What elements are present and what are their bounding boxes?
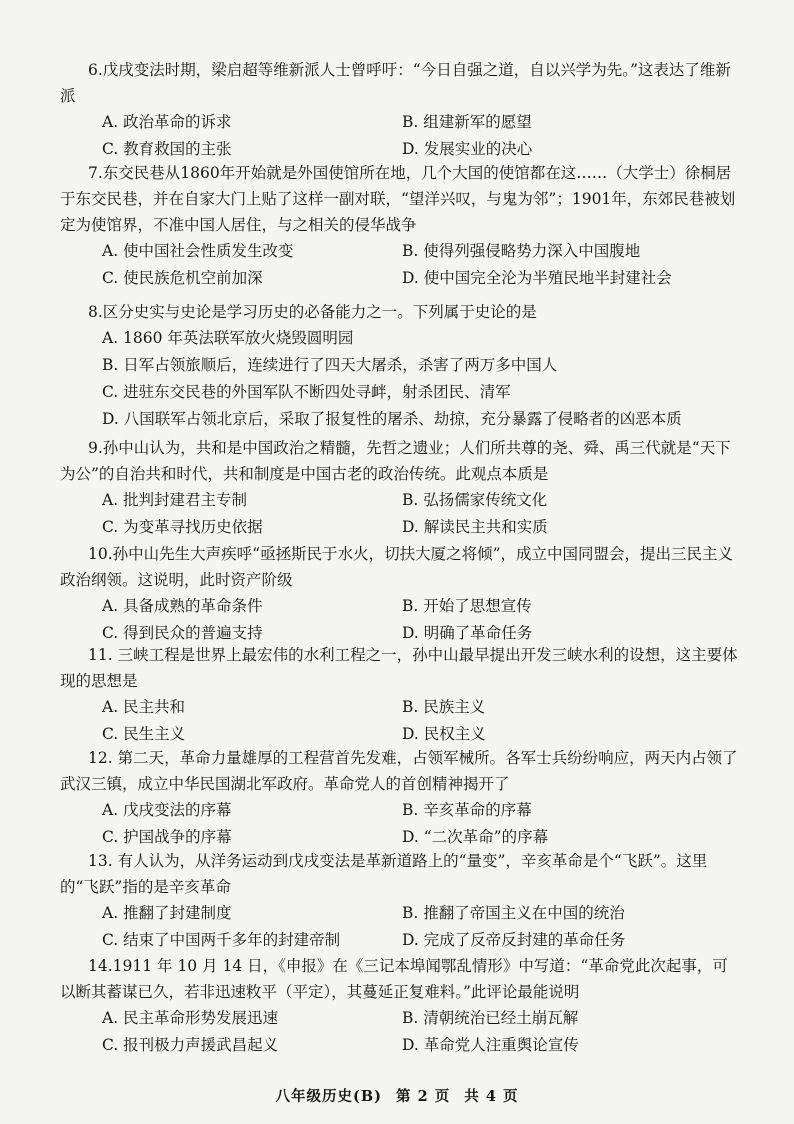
options-grid: [60, 238, 740, 292]
option-d: D. 使中国完全沦为半殖民地半封建社会: [402, 269, 672, 287]
option-c: C. 使民族危机空前加深: [102, 269, 263, 287]
option-d: D. “二次革命”的序幕: [402, 828, 549, 846]
option-b: B. 使得列强侵略势力深入中国腹地: [402, 242, 641, 260]
question-stem: 11. 三峡工程是世界上最宏伟的水利工程之一，孙中山最早提出开发三峡水利的设想，这主要体现的思想是: [60, 646, 738, 690]
option-a: A. 戊戌变法的序幕: [102, 801, 232, 819]
question-7: [60, 160, 740, 292]
question-stem: 6.戊戌变法时期，梁启超等维新派人士曾呼吁：“今日自强之道，自以兴学为先。”这表达了维新派: [60, 61, 731, 105]
option-a: A. 民主共和: [102, 698, 186, 716]
options-grid: [60, 900, 740, 954]
option-b: B. 推翻了帝国主义在中国的统治: [402, 904, 625, 922]
option-c: C. 为变革寻找历史依据: [102, 518, 263, 536]
question-9: [60, 435, 740, 541]
option-a: A. 1860 年英法联军放火烧毁圆明园: [102, 329, 354, 347]
question-10: [60, 541, 740, 647]
option-c: C. 报刊极力声援武昌起义: [102, 1036, 279, 1054]
option-a: A. 推翻了封建制度: [102, 904, 232, 922]
options-grid: [60, 487, 740, 541]
question-stem: 10.孙中山先生大声疾呼“亟拯斯民于水火，切扶大厦之将倾”，成立中国同盟会，提出三民主义政治纲领。这说明，此时资产阶级: [60, 545, 734, 589]
option-c: C. 护国战争的序幕: [102, 828, 232, 846]
option-b: B. 清朝统治已经土崩瓦解: [402, 1009, 579, 1027]
options-grid: [60, 694, 740, 748]
option-c: C. 进驻东交民巷的外国军队不断四处寻衅，射杀团民、清军: [102, 383, 511, 401]
footer-total-pages: 共 4 页: [464, 1088, 519, 1105]
options-grid: [60, 1005, 740, 1059]
option-c: C. 民生主义: [102, 725, 186, 743]
question-stem: 9.孙中山认为，共和是中国政治之精髓，先哲之遗业；人们所共尊的尧、舜、禹三代就是“天下为公”的自治共和时代，共和制度是中国古老的政治传统。此观点本质是: [60, 439, 731, 483]
option-b: B. 日军占领旅顺后，连续进行了四天大屠杀，杀害了两万多中国人: [102, 356, 558, 374]
option-b: B. 辛亥革命的序幕: [402, 801, 532, 819]
options-grid: [60, 109, 740, 163]
option-b: B. 民族主义: [402, 698, 486, 716]
option-b: B. 开始了思想宣传: [402, 597, 532, 615]
question-stem: 8.区分史实与史论是学习历史的必备能力之一。下列属于史论的是: [88, 303, 537, 321]
question-8: [60, 299, 740, 433]
question-6: [60, 57, 740, 163]
option-d: D. 八国联军占领北京后，采取了报复性的屠杀、劫掠，充分暴露了侵略者的凶恶本质: [102, 410, 682, 428]
question-stem: 13. 有人认为，从洋务运动到戊戌变法是革新道路上的“量变”，辛亥革命是个“飞跃”。这里的“飞跃”指的是辛亥革命: [60, 852, 708, 896]
question-11: [60, 642, 740, 748]
option-d: D. 革命党人注重舆论宣传: [402, 1036, 579, 1054]
options-list: [60, 325, 740, 433]
options-grid: [60, 593, 740, 647]
option-d: D. 解读民主共和实质: [402, 518, 548, 536]
option-c: C. 结束了中国两千多年的封建帝制: [102, 931, 341, 949]
option-b: B. 组建新军的愿望: [402, 113, 532, 131]
question-stem: 12. 第二天，革命力量雄厚的工程营首先发难，占领军械所。各军士兵纷纷响应，两天内占领了武汉三镇，成立中华民国湖北军政府。革命党人的首创精神揭开了: [60, 749, 738, 793]
option-a: A. 具备成熟的革命条件: [102, 597, 263, 615]
question-14: [60, 953, 740, 1059]
option-d: D. 完成了反帝反封建的革命任务: [402, 931, 626, 949]
option-d: D. 发展实业的决心: [402, 140, 533, 158]
question-12: [60, 745, 740, 851]
option-d: D. 民权主义: [402, 725, 486, 743]
footer-page-number: 第 2 页: [396, 1088, 451, 1105]
option-a: A. 民主革命形势发展迅速: [102, 1009, 279, 1027]
option-d: D. 明确了革命任务: [402, 624, 533, 642]
option-a: A. 政治革命的诉求: [102, 113, 232, 131]
option-a: A. 批判封建君主专制: [102, 491, 248, 509]
question-stem: 7.东交民巷从1860年开始就是外国使馆所在地，几个大国的使馆都在这……（大学士）徐桐居于东交民巷，并在自家大门上贴了这样一副对联，“望洋兴叹，与鬼为邻”；1901年，东郊民巷被划定为使馆界，不准中国人居住，与之相关的侵华战争: [60, 164, 736, 234]
option-a: A. 使中国社会性质发生改变: [102, 242, 294, 260]
page-footer: [0, 1085, 794, 1106]
option-c: C. 教育救国的主张: [102, 140, 232, 158]
question-13: [60, 848, 740, 954]
options-grid: [60, 797, 740, 851]
footer-subject: 八年级历史(B): [275, 1088, 382, 1105]
option-c: C. 得到民众的普遍支持: [102, 624, 263, 642]
question-stem: 14.1911 年 10 月 14 日，《申报》在《三记本埠闻鄂乱情形》中写道：“革命党此次起事，可以断其蓄谋已久，若非迅速敉平（平定），其蔓延正复难料。”此评论最能说明: [60, 957, 728, 1001]
option-b: B. 弘扬儒家传统文化: [402, 491, 548, 509]
